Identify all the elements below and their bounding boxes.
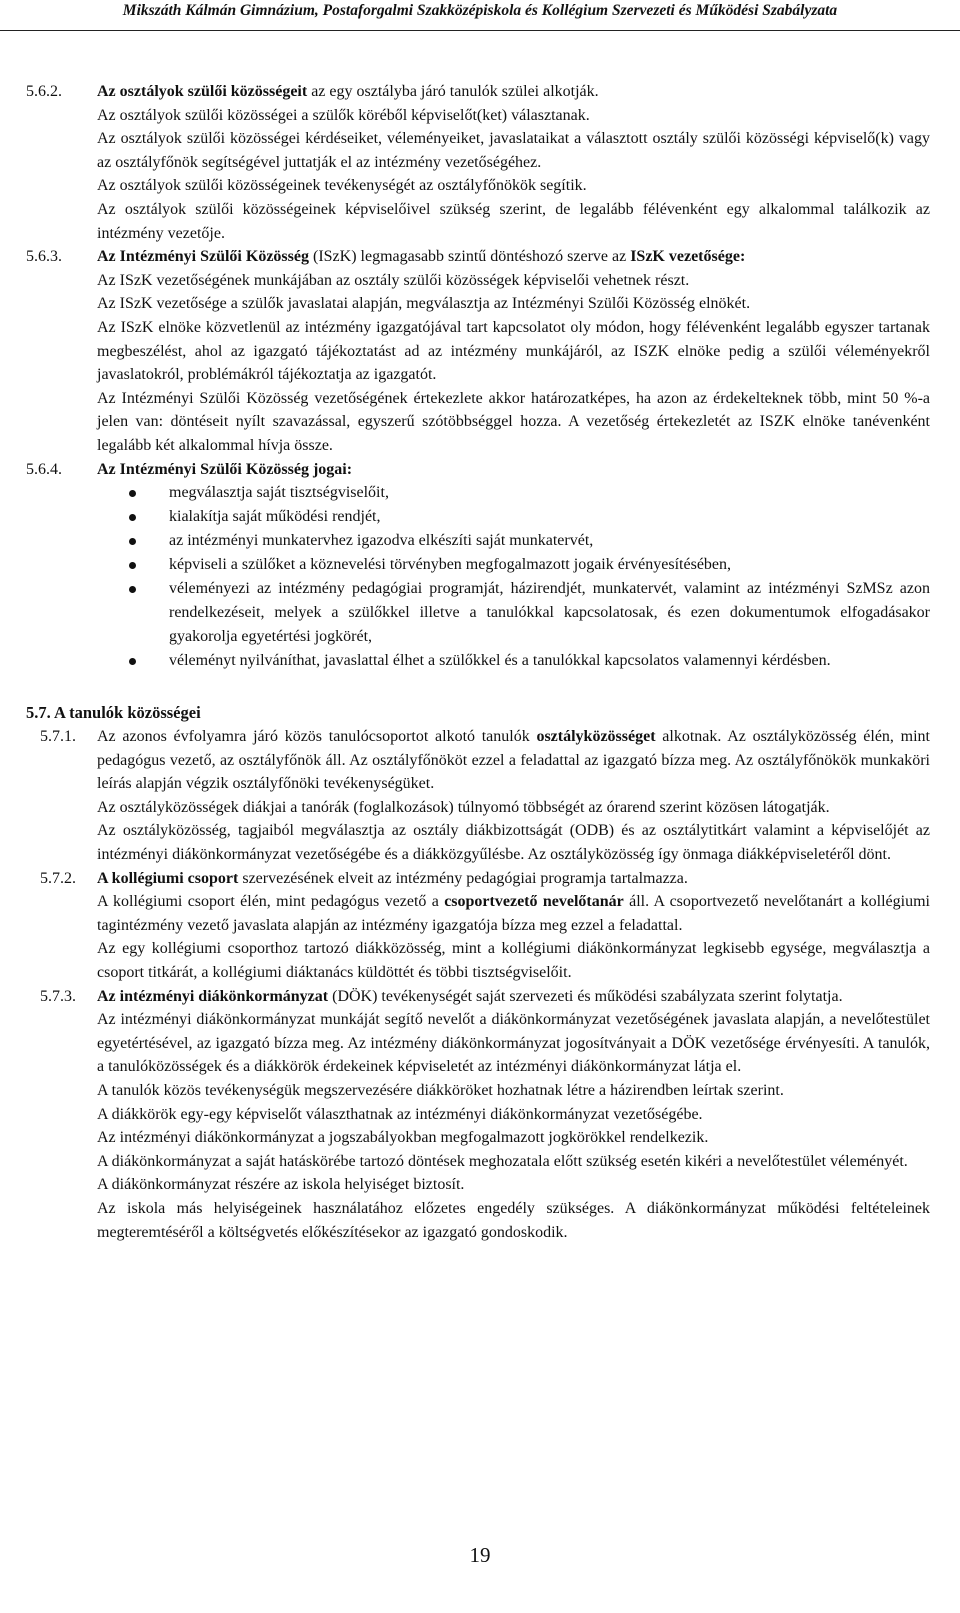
paragraph: Az egy kollégiumi csoporthoz tartozó diákközösség, mint a kollégiumi diákönkormányzat legkisebb egysége, megválasztja a csoport titkárát, a kollégiumi diáktanács küldöttét és többi tisztségviselőit. (97, 940, 930, 982)
bullet-icon (129, 562, 136, 569)
section-5-6-4 (0, 458, 960, 674)
section-number: 5.7.2. (40, 869, 76, 887)
page-number: 19 (469, 1543, 491, 1567)
list-item (169, 553, 930, 577)
section-5-6-3 (0, 245, 960, 457)
lead-bold: Az intézményi diákönkormányzat (97, 987, 329, 1005)
section-number: 5.7.3. (40, 987, 76, 1005)
list-item (169, 481, 930, 505)
section-number: 5.6.3. (26, 248, 62, 266)
paragraph: Az Intézményi Szülői Közösség vezetőségének értekezlete akkor határozatképes, ha azon az érdekelteknek több, mint 50 %-a jelen van: döntéseit nyílt szavazással, egyszerű szótöbbséggel hozza. A vezetőség értekezletét az ISZK elnöke tanévenként legalább két alkalommal hívja össze. (97, 389, 930, 454)
lead-bold: Az Intézményi Szülői Közösség jogai: (97, 460, 353, 478)
p1-pre: A kollégiumi csoport élén, mint pedagógus vezető a (97, 893, 445, 911)
lead-bold-2: ISzK vezetősége: (630, 248, 746, 266)
section-number: 5.7.1. (40, 728, 76, 746)
list-item (169, 649, 930, 673)
paragraph: Az osztályok szülői közösségei kérdéseiket, véleményeiket, javaslataikat a választott osztály szülői közösségi képviselő(k) vagy az osztályfőnök segítségével juttatják el az intézmény vezetőségéhez. (97, 130, 930, 171)
paragraph: A diákönkormányzat a saját hatáskörébe tartozó döntések meghozatala előtt szükség esetén kikéri a nevelőtestület véleményét. (97, 1152, 908, 1170)
rights-list (0, 481, 960, 673)
paragraph: Az osztályközösség, tagjaiból megválasztja az osztály diákbizottságát (ODB) és az osztálytitkárt valamint a képviselőjét az intézményi diákönkormányzat vezetőségébe és a diákközgyűlésbe. Az osztályközösség így önmaga diákképviseletéről dönt. (97, 822, 930, 864)
section-number: 5.6.4. (26, 460, 62, 478)
section-5-7-1 (0, 725, 960, 867)
list-item-text: az intézményi munkatervhez igazodva elkészíti saját munkatervét, (169, 532, 594, 550)
section-lead (97, 245, 930, 269)
paragraph (97, 890, 930, 937)
section-heading-5-7: 5.7. A tanulók közösségei (26, 703, 201, 723)
section-5-6-2 (0, 80, 960, 245)
list-item-text: képviseli a szülőket a köznevelési törvényben megfogalmazott jogaik érvényesítésében, (169, 556, 732, 574)
paragraph: Az ISzK vezetősége a szülők javaslatai alapján, megválasztja az Intézményi Szülői Közösség elnökét. (97, 295, 751, 313)
lead-bold: Az Intézményi Szülői Közösség (97, 248, 309, 266)
bullet-icon (129, 658, 136, 665)
bullet-icon (129, 490, 136, 497)
paragraph: Az osztályközösségek diákjai a tanórák (foglalkozások) túlnyomó többségét az órarend szerint közösen látogatják. (97, 798, 830, 816)
paragraph: Az ISzK elnöke közvetlenül az intézmény igazgatójával tart kapcsolatot oly módon, hogy félévenként legalább egyszer tartanak megbeszélést, ahol az igazgató tájékoztatást ad az intézmény munkájáról, az ISZK elnöke pedig a szülői véleményekről javaslatokról, problémákról tájékoztatja az igazgatót. (97, 318, 930, 384)
document-header (0, 0, 960, 31)
lead-rest: az egy osztályba járó tanulók szülei alkotják. (307, 83, 599, 100)
section-number: 5.6.2. (26, 83, 62, 100)
section-lead (97, 458, 930, 482)
list-item-text: kialakítja saját működési rendjét, (169, 508, 381, 526)
list-item (169, 505, 930, 529)
paragraph: Az osztályok szülői közösségeinek tevékenységét az osztályfőnökök segítik. (97, 177, 587, 195)
list-item-text: véleményt nyilváníthat, javaslattal élhet a szülőkkel és a tanulókkal kapcsolatos valamennyi kérdésben. (169, 652, 831, 670)
lead-post: alkotnak. Az osztályközösség élén, mint pedagógus vezető, az osztályfőnök áll. Az osztályfőnököt ezzel a feladattal az igazgató bízza meg. Az osztályfőnökök munkaköri leírás alapján végzik osztályfőnöki tevékenységüket. (97, 728, 930, 793)
lead-bold: A kollégiumi csoport (97, 869, 239, 887)
bullet-icon (129, 514, 136, 521)
paragraph: Az intézményi diákönkormányzat a jogszabályokban megfogalmazott jogkörökkel rendelkezik. (97, 1129, 709, 1147)
bullet-icon (129, 586, 136, 593)
lead-rest: (DÖK) tevékenységét saját szervezeti és működési szabályzata szerint folytatja. (328, 987, 843, 1005)
paragraph: Az ISzK vezetőségének munkájában az osztály szülői közösségek képviselői vehetnek részt. (97, 271, 690, 289)
paragraph: Az osztályok szülői közösségeinek képviselőivel szükség szerint, de legalább félévenként egy alkalommal találkozik az intézmény vezetője. (97, 200, 930, 242)
section-lead (97, 80, 930, 104)
section-5-7-3 (0, 985, 960, 1245)
paragraph: Az iskola más helyiségeinek használatához előzetes engedély szükséges. A diákönkormányzat működési feltételeinek megteremtéséről a költségvetés előkészítésekor az igazgató gondoskodik. (97, 1199, 930, 1241)
lead-bold: osztályközösséget (536, 728, 656, 746)
paragraph: Az osztályok szülői közösségei a szülők köréből képviselőt(ket) választanak. (97, 106, 590, 124)
paragraph: A diákkörök egy-egy képviselőt választhatnak az intézményi diákönkormányzat vezetőségébe. (97, 1105, 703, 1123)
list-item (169, 529, 930, 553)
lead-pre: Az azonos évfolyamra járó közös tanulócsoportot alkotó tanulók (97, 728, 537, 746)
section-lead (97, 725, 930, 796)
page-body (0, 80, 960, 1244)
section-lead (97, 985, 930, 1009)
bullet-icon (129, 538, 136, 545)
paragraph: A diákönkormányzat részére az iskola helyiséget biztosít. (97, 1176, 465, 1194)
list-item (169, 577, 930, 649)
header-title: Mikszáth Kálmán Gimnázium, Postaforgalmi Szakközépiskola és Kollégium Szervezeti és Működési Szabályzata (122, 2, 838, 19)
paragraph: Az intézményi diákönkormányzat munkáját segítő nevelőt a diákönkormányzat vezetőségének javaslata alapján, a nevelőtestület egyetértésével, az igazgató bízza meg. Az intézmény diákönkormányzat jogosítványait a DÖK vezetősége érvényesíti. A tanulók, a tanulóközösségek és a diákkörök érdekeinek képviseletét az intézményi diákönkormányzat látja el. (97, 1011, 930, 1076)
list-item-text: véleményezi az intézmény pedagógiai programját, házirendjét, munkatervét, valamint az intézményi SzMSz azon rendelkezéseit, melyek a szülőkkel illetve a tanulókkal kapcsolatosak, és ezen dokumentumok elfogadásakor gyakorolja egyetértési jogkörét, (169, 580, 930, 646)
section-5-7-2 (0, 867, 960, 985)
lead-bold: Az osztályok szülői közösségeit (97, 83, 308, 100)
lead-rest: szervezésének elveit az intézmény pedagógiai programja tartalmazza. (238, 869, 688, 887)
p1-post: áll. A csoportvezető nevelőtanárt a kollégiumi tagintézmény vezető javaslata alapján az intézmény igazgatója bízza meg ezzel a feladattal. (97, 893, 930, 934)
list-item-text: megválasztja saját tisztségviselőit, (169, 484, 389, 502)
section-lead (97, 867, 930, 891)
paragraph: A tanulók közös tevékenységük megszervezésére diákköröket hozhatnak létre a házirendben leírtak szerint. (97, 1082, 784, 1099)
lead-mid: (ISzK) legmagasabb szintű döntéshozó szerve az (308, 248, 631, 266)
p1-bold: csoportvezető nevelőtanár (444, 893, 624, 911)
